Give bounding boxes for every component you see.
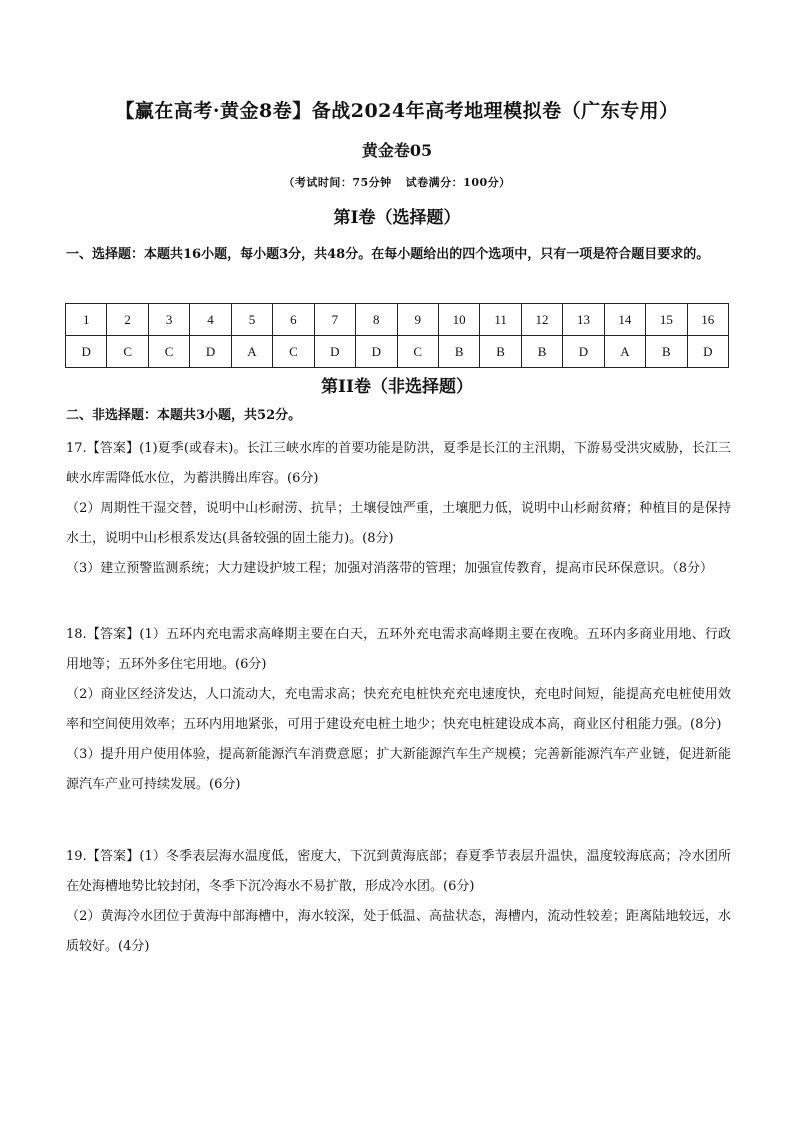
answer-cell: D bbox=[190, 336, 231, 368]
question-number-cell: 11 bbox=[480, 304, 521, 336]
question-number-cell: 2 bbox=[107, 304, 148, 336]
answer-cell: D bbox=[687, 336, 728, 368]
question-number-cell: 5 bbox=[231, 304, 272, 336]
question-number-cell: 6 bbox=[273, 304, 314, 336]
question-number-cell: 12 bbox=[521, 304, 562, 336]
question-number-cell: 14 bbox=[604, 304, 645, 336]
answer-paragraph: （2）商业区经济发达，人口流动大，充电需求高；快充充电桩快充充电速度快，充电时间短，能提高充电桩使用效率和空间使用效率；五环内用地紧张，可用于建设充电桩土地少；快充电桩建设成本高，商业区付租能力强。(8分) bbox=[66, 687, 731, 732]
question-17-answer bbox=[66, 434, 731, 584]
answer-cell: B bbox=[438, 336, 479, 368]
answer-cell: C bbox=[397, 336, 438, 368]
answer-paragraph: （3）建立预警监测系统；大力建设护坡工程；加强对消落带的管理；加强宣传教育，提高市民环保意识。（8分） bbox=[66, 561, 714, 576]
answer-cell: A bbox=[231, 336, 272, 368]
question-number-cell: 8 bbox=[356, 304, 397, 336]
question-number-cell: 15 bbox=[646, 304, 687, 336]
question-number-cell: 9 bbox=[397, 304, 438, 336]
answer-paragraph: 19.【答案】(1）冬季表层海水温度低，密度大，下沉到黄海底部；春夏季节表层升温快，温度较海底高；冷水团所在处海槽地势比较封闭，冬季下沉冷海水不易扩散，形成冷水团。(6分) bbox=[66, 849, 731, 894]
answer-cell: D bbox=[563, 336, 604, 368]
question-number-cell: 4 bbox=[190, 304, 231, 336]
answer-paragraph: （2）黄海冷水团位于黄海中部海槽中，海水较深，处于低温、高盐状态，海槽内，流动性较差；距离陆地较远，水质较好。(4分) bbox=[66, 909, 731, 954]
exam-time: （考试时间：75分钟 bbox=[283, 176, 392, 189]
answer-cell: C bbox=[107, 336, 148, 368]
answer-cell: D bbox=[356, 336, 397, 368]
answer-cell: A bbox=[604, 336, 645, 368]
answer-cell: D bbox=[66, 336, 107, 368]
exam-score: 试卷满分：100分） bbox=[405, 176, 511, 189]
question-number-cell: 7 bbox=[314, 304, 355, 336]
answer-paragraph: （2）周期性干湿交替，说明中山杉耐涝、抗旱；土壤侵蚀严重，土壤肥力低，说明中山杉耐贫瘠；种植目的是保持水土，说明中山杉根系发达(具备较强的固土能力)。(8分) bbox=[66, 501, 731, 546]
answer-paragraph: 17.【答案】(1)夏季(或春末)。长江三峡水库的首要功能是防洪，夏季是长江的主汛期，下游易受洪灾威胁，长江三峡水库需降低水位，为蓄洪腾出库容。(6分) bbox=[66, 441, 731, 486]
question-number-cell: 13 bbox=[563, 304, 604, 336]
part1-title: 第I卷（选择题） bbox=[333, 208, 461, 228]
answer-cell: B bbox=[646, 336, 687, 368]
question-number-cell: 1 bbox=[66, 304, 107, 336]
answer-table bbox=[65, 303, 729, 368]
part2-title: 第II卷（非选择题） bbox=[321, 377, 473, 397]
question-19-answer bbox=[66, 842, 731, 962]
exam-info bbox=[0, 174, 794, 190]
answer-cell: C bbox=[148, 336, 189, 368]
question-number-cell: 16 bbox=[687, 304, 728, 336]
section1-instruction: 一、选择题：本题共16小题，每小题3分，共48分。在每小题给出的四个选项中，只有一项是符合题目要求的。 bbox=[66, 247, 710, 262]
answer-paragraph: 18.【答案】(1）五环内充电需求高峰期主要在白天，五环外充电需求高峰期主要在夜晚。五环内多商业用地、行政用地等；五环外多住宅用地。(6分) bbox=[66, 627, 731, 672]
document-title: 【赢在高考·黄金8卷】备战2024年高考地理模拟卷（广东专用） bbox=[115, 100, 679, 122]
question-number-row bbox=[66, 304, 729, 336]
question-18-answer bbox=[66, 620, 731, 800]
answer-row bbox=[66, 336, 729, 368]
question-number-cell: 3 bbox=[148, 304, 189, 336]
answer-paragraph: （3）提升用户使用体验，提高新能源汽车消费意愿；扩大新能源汽车生产规模；完善新能源汽车产业链，促进新能源汽车产业可持续发展。(6分) bbox=[66, 747, 731, 792]
answer-cell: C bbox=[273, 336, 314, 368]
section2-instruction: 二、非选择题：本题共3小题，共52分。 bbox=[66, 408, 302, 423]
answer-cell: B bbox=[521, 336, 562, 368]
answer-cell: B bbox=[480, 336, 521, 368]
document-subtitle: 黄金卷05 bbox=[361, 141, 433, 160]
question-number-cell: 10 bbox=[438, 304, 479, 336]
answer-cell: D bbox=[314, 336, 355, 368]
